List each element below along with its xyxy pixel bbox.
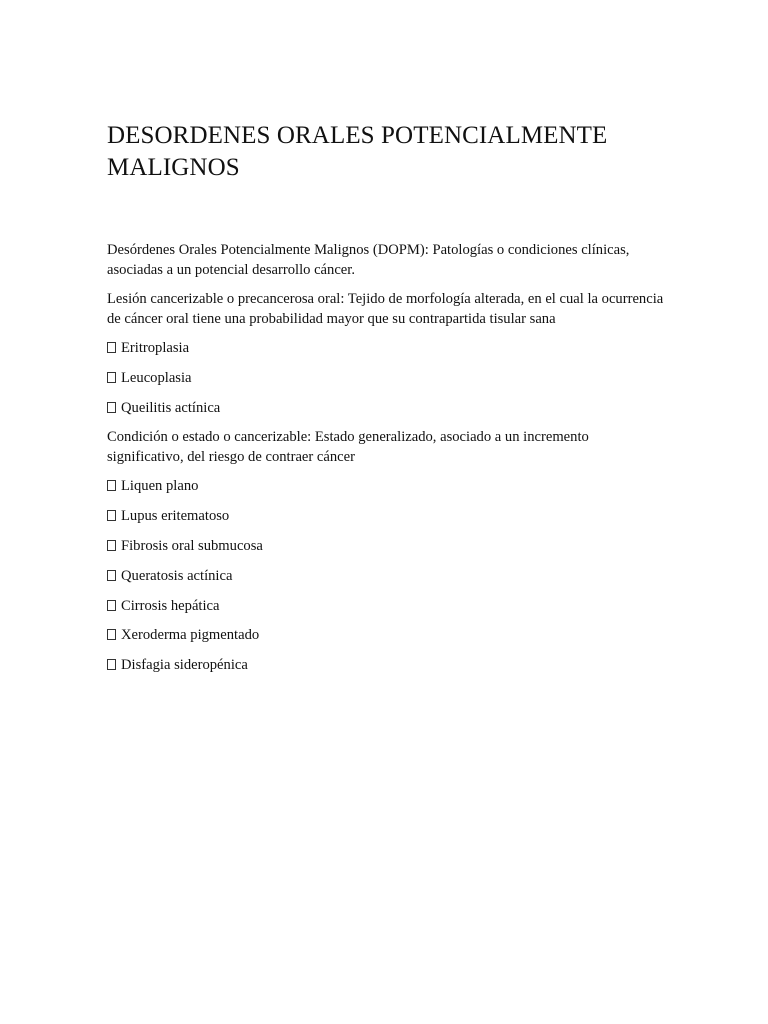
list-item-label: Queratosis actínica — [121, 567, 233, 584]
missing-glyph-box-icon — [107, 570, 116, 581]
condition-list — [107, 477, 667, 675]
list-item — [107, 656, 667, 676]
list-item-label: Leucoplasia — [121, 369, 192, 386]
list-item — [107, 369, 667, 389]
list-item-label: Fibrosis oral submucosa — [121, 537, 263, 554]
missing-glyph-box-icon — [107, 342, 116, 353]
missing-glyph-box-icon — [107, 629, 116, 640]
list-item-label: Cirrosis hepática — [121, 597, 220, 614]
missing-glyph-box-icon — [107, 372, 116, 383]
document-title: DESORDENES ORALES POTENCIALMENTE MALIGNOS — [107, 122, 608, 181]
list-item-label: Xeroderma pigmentado — [121, 627, 260, 644]
missing-glyph-box-icon — [107, 659, 116, 670]
condition-definition-paragraph: Condición o estado o cancerizable: Estado generalizado, asociado a un incremento significativo, del riesgo de contraer cáncer — [107, 429, 589, 465]
list-item — [107, 399, 667, 419]
document-body — [107, 241, 667, 676]
missing-glyph-box-icon — [107, 402, 116, 413]
list-item — [107, 537, 667, 557]
lesion-list — [107, 339, 667, 418]
missing-glyph-box-icon — [107, 540, 116, 551]
intro-paragraph: Desórdenes Orales Potencialmente Malignos (DOPM): Patologías o condiciones clínicas, asociadas a un potencial desarrollo cáncer. — [107, 242, 630, 278]
list-item-label: Liquen plano — [121, 478, 199, 495]
list-item — [107, 477, 667, 497]
list-item-label: Queilitis actínica — [121, 399, 221, 416]
missing-glyph-box-icon — [107, 480, 116, 491]
missing-glyph-box-icon — [107, 510, 116, 521]
list-item-label: Lupus eritematoso — [121, 508, 230, 525]
lesion-definition-paragraph: Lesión cancerizable o precancerosa oral: Tejido de morfología alterada, en el cual la ocurrencia de cáncer oral tiene una probabilidad mayor que su contrapartida tisular sana — [107, 291, 664, 327]
list-item — [107, 597, 667, 617]
list-item — [107, 567, 667, 587]
list-item-label: Eritroplasia — [121, 340, 190, 356]
missing-glyph-box-icon — [107, 600, 116, 611]
list-item — [107, 626, 667, 646]
list-item — [107, 339, 667, 359]
list-item — [107, 507, 667, 527]
list-item-label: Disfagia sideropénica — [121, 657, 248, 674]
document-page — [107, 120, 667, 686]
